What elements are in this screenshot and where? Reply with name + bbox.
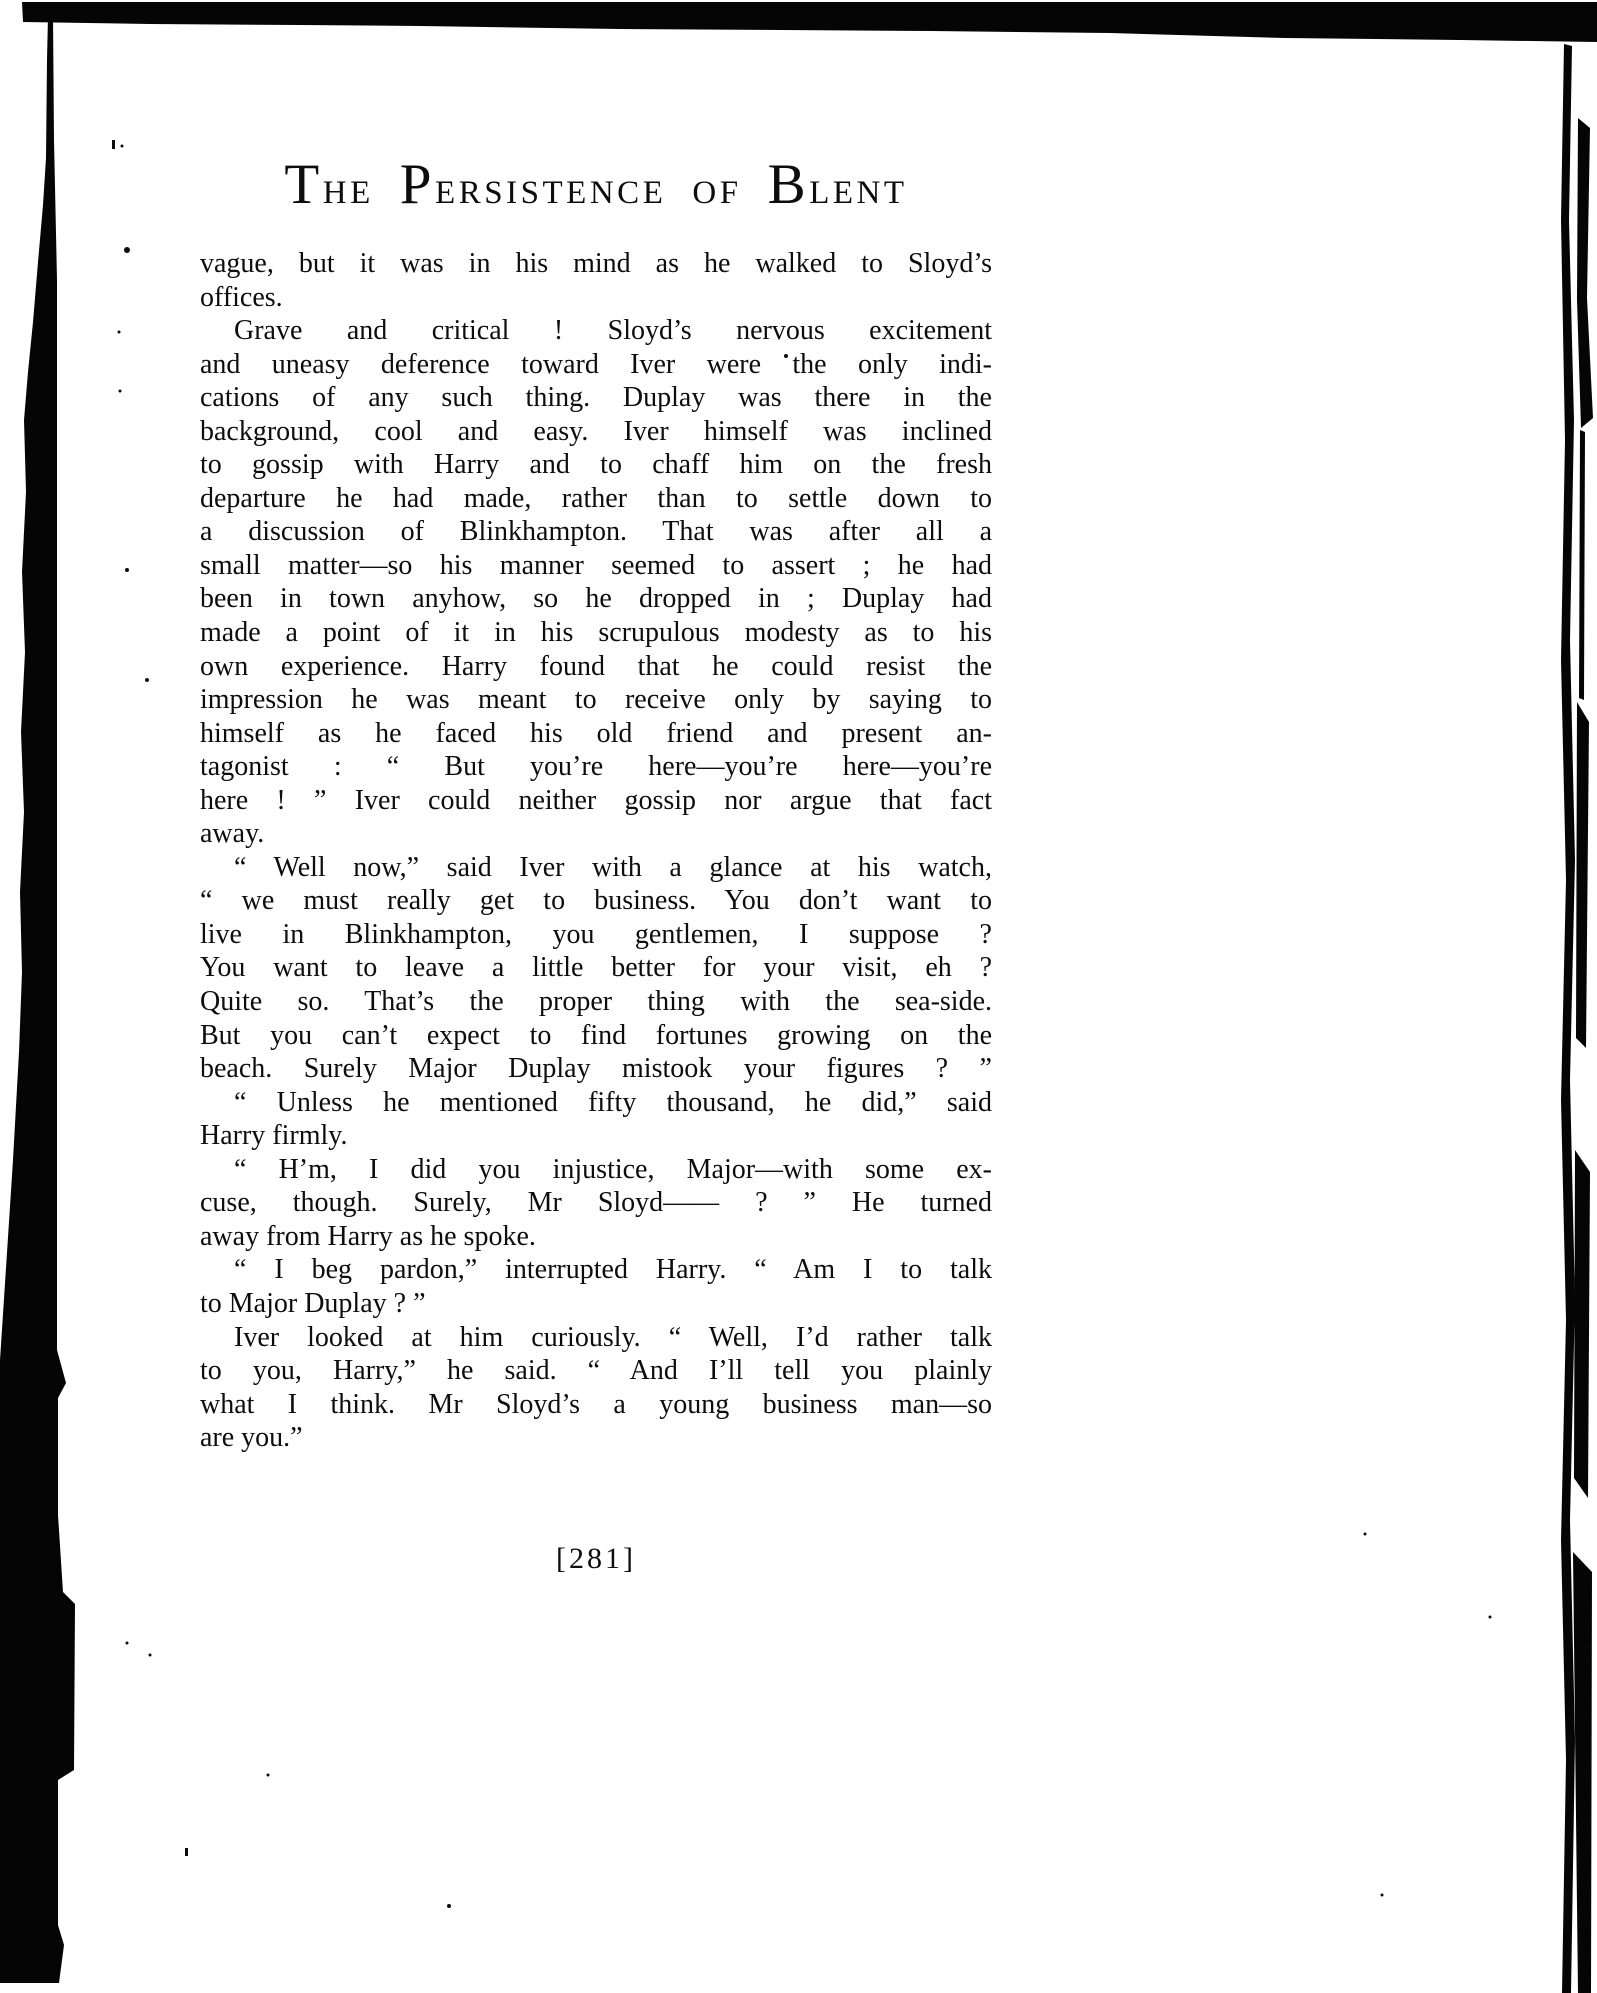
text-line: live in Blinkhampton, you gentlemen, I suppose ?: [200, 918, 992, 950]
text-line: “ I beg pardon,” interrupted Harry. “ Am I to talk: [234, 1254, 992, 1286]
text-line: vague, but it was in his mind as he walked to Sloyd’s: [200, 248, 992, 279]
text-line: Harry firmly.: [200, 1120, 348, 1152]
left-edge-artifact: [0, 16, 75, 1983]
text-line: himself as he faced his old friend and present an-: [200, 717, 992, 749]
text-line: impression he was meant to receive only by saying to: [200, 684, 992, 716]
text-line: “ Unless he mentioned fifty thousand, he did,” said: [234, 1086, 992, 1118]
title-smallcaps: LENT: [809, 175, 908, 211]
text-line: departure he had made, rather than to settle down to: [200, 482, 992, 514]
text-line: and uneasy deference toward Iver were the only indi-: [200, 348, 992, 380]
right-edge-artifact: [1574, 1150, 1590, 1498]
text-line: a discussion of Blinkhampton. That was after all a: [200, 516, 992, 548]
text-line: Iver looked at him curiously. “ Well, I’d rather talk: [234, 1321, 992, 1353]
title-initial: T: [284, 153, 323, 216]
text-line: “ H’m, I did you injustice, Major—with some ex-: [234, 1153, 992, 1185]
text-line: You want to leave a little better for your visit, eh ?: [200, 952, 992, 984]
text-line: to gossip with Harry and to chaff him on the fresh: [200, 449, 992, 481]
title-initial: B: [767, 153, 810, 216]
text-line: background, cool and easy. Iver himself was inclined: [200, 415, 992, 447]
text-line: own experience. Harry found that he could resist the: [200, 650, 992, 682]
text-line: tagonist : “ But you’re here—you’re here—you’re: [200, 751, 992, 783]
title-word: [399, 153, 667, 216]
title-word: [284, 153, 374, 216]
text-line: here ! ” Iver could neither gossip nor argue that fact: [200, 784, 992, 816]
text-line: small matter—so his manner seemed to assert ; he had: [200, 549, 992, 581]
text-line: what I think. Mr Sloyd’s a young business man—so: [200, 1388, 992, 1420]
page-title: [200, 153, 992, 216]
text-line: Quite so. That’s the proper thing with the sea-side.: [200, 986, 992, 1018]
text-line: “ we must really get to business. You don’t want to: [200, 885, 992, 917]
text-line: But you can’t expect to find fortunes growing on the: [200, 1019, 992, 1051]
right-edge-artifact: [1577, 118, 1593, 428]
right-edge-artifact: [1561, 44, 1575, 1993]
text-line: are you.”: [200, 1422, 303, 1454]
text-line: away.: [200, 818, 265, 850]
title-smallcaps: HE: [322, 175, 374, 211]
right-edge-artifact: [1579, 430, 1585, 700]
text-line: made a point of it in his scrupulous modesty as to his: [200, 617, 992, 649]
text-line: cuse, though. Surely, Mr Sloyd—— ? ” He turned: [200, 1187, 992, 1219]
title-word: [692, 175, 742, 211]
text-line: away from Harry as he spoke.: [200, 1220, 536, 1252]
text-line: offices.: [200, 281, 283, 313]
text-line: been in town anyhow, so he dropped in ; Duplay had: [200, 583, 992, 615]
title-smallcaps: OF: [692, 175, 742, 211]
title-initial: P: [399, 153, 436, 216]
page-body: [200, 247, 992, 1455]
text-line: cations of any such thing. Duplay was there in the: [200, 382, 992, 414]
title-word: [767, 153, 908, 216]
text-line: beach. Surely Major Duplay mistook your figures ? ”: [200, 1053, 992, 1085]
text-line: to Major Duplay ? ”: [200, 1287, 426, 1319]
right-edge-artifact: [1576, 702, 1589, 1048]
right-edge-artifact: [1573, 1552, 1592, 1993]
title-smallcaps: ERSISTENCE: [435, 175, 667, 211]
page-number: [281]: [556, 1542, 636, 1575]
top-edge-artifact: [22, 2, 1597, 42]
text-line: Grave and critical ! Sloyd’s nervous excitement: [234, 315, 992, 347]
text-line: “ Well now,” said Iver with a glance at his watch,: [234, 851, 992, 883]
text-line: to you, Harry,” he said. “ And I’ll tell you plainly: [200, 1355, 992, 1387]
